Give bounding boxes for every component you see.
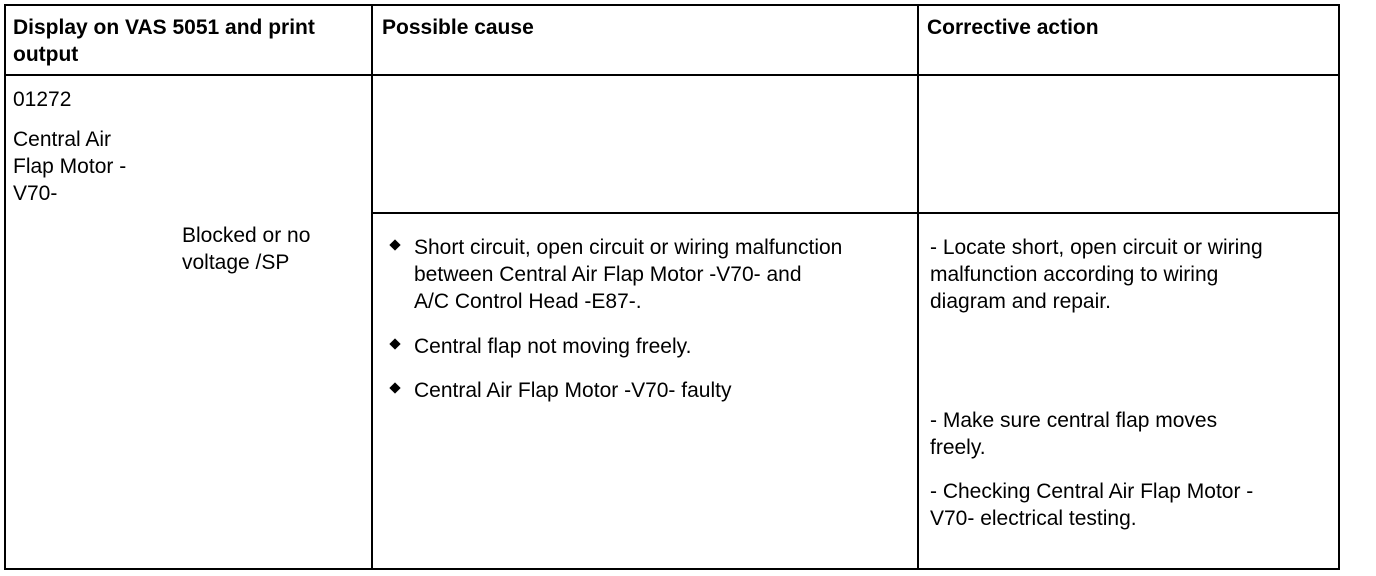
- component-line-1: Central Air: [13, 128, 112, 151]
- component-line-2: Flap Motor -: [13, 155, 127, 178]
- action-3-line-2: V70- electrical testing.: [930, 507, 1137, 530]
- cause-1-line-1: Short circuit, open circuit or wiring malfunction: [414, 236, 843, 259]
- action-3-line-1: - Checking Central Air Flap Motor -: [930, 480, 1254, 503]
- header-display-line-2: output: [13, 43, 79, 66]
- header-divider: [4, 74, 1340, 76]
- table-border-top: [4, 4, 1340, 6]
- action-1-line-1: - Locate short, open circuit or wiring: [930, 236, 1263, 259]
- column-divider-1: [371, 4, 373, 570]
- cause-2-line-1: Central flap not moving freely.: [414, 335, 692, 358]
- diamond-bullet-icon: [389, 382, 403, 396]
- action-2-line-2: freely.: [930, 436, 986, 459]
- action-1-line-3: diagram and repair.: [930, 290, 1111, 313]
- header-possible-cause: Possible cause: [382, 16, 534, 39]
- header-corrective-action: Corrective action: [927, 16, 1099, 39]
- action-2-line-1: - Make sure central flap moves: [930, 409, 1218, 432]
- cause-1-line-2: between Central Air Flap Motor -V70- and: [414, 263, 802, 286]
- fault-type-line-2: voltage /SP: [182, 251, 290, 274]
- action-1-line-2: malfunction according to wiring: [930, 263, 1219, 286]
- table-border-left: [4, 4, 6, 570]
- table-border-right: [1338, 4, 1340, 570]
- subrow-divider: [371, 212, 1340, 214]
- fault-code: 01272: [13, 88, 72, 111]
- fault-type-line-1: Blocked or no: [182, 224, 311, 247]
- cause-1-line-3: A/C Control Head -E87-.: [414, 290, 642, 313]
- column-divider-2: [917, 4, 919, 570]
- header-display-line-1: Display on VAS 5051 and print: [13, 16, 315, 39]
- diamond-bullet-icon: [389, 239, 403, 253]
- cause-3-line-1: Central Air Flap Motor -V70- faulty: [414, 379, 732, 402]
- table-border-bottom: [4, 568, 1340, 570]
- diamond-bullet-icon: [389, 338, 403, 352]
- component-line-3: V70-: [13, 182, 58, 205]
